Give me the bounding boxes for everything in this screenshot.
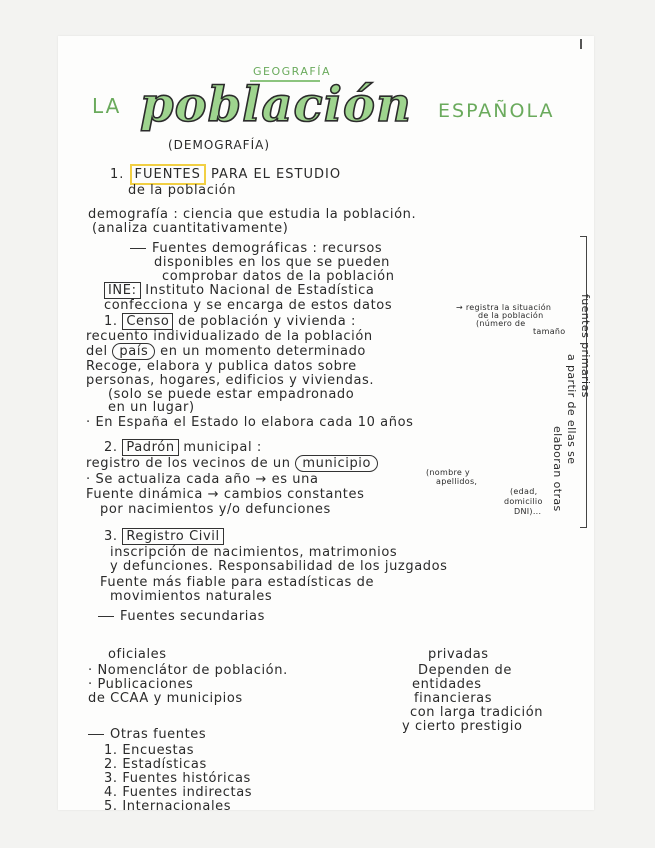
otras-item-5: 5. Internacionales — [104, 799, 232, 814]
page-title: población — [140, 77, 412, 133]
otras-item-4: 4. Fuentes indirectas — [104, 785, 253, 800]
otras-item-3: 3. Fuentes históricas — [104, 771, 251, 786]
padron-line-5: por nacimientos y/o defunciones — [100, 502, 331, 517]
fuentes-line-2: disponibles en los que se pueden — [154, 255, 391, 270]
censo-line-5: personas, hogares, edificios y viviendas. — [86, 373, 375, 388]
padron-box: Padrón — [122, 439, 178, 456]
censo-momento: en un momento determinado — [160, 344, 366, 359]
oficiales-item-3: de CCAA y municipios — [88, 691, 243, 706]
section-heading-text: PARA EL ESTUDIO — [211, 167, 342, 182]
subject-heading: GEOGRAFÍA — [253, 65, 331, 78]
censo-del: del — [86, 344, 108, 359]
ine-line — [104, 284, 374, 297]
padron-municipio-circled: municipio — [295, 455, 378, 472]
padron-line-3: · Se actualiza cada año → es una — [86, 472, 319, 487]
padron-note-5: DNI)... — [514, 507, 542, 516]
otras-text: Otras fuentes — [110, 727, 207, 742]
padron-registro: registro de los vecinos de un — [86, 456, 291, 471]
section-heading — [110, 168, 341, 181]
censo-line-4: Recoge, elabora y publica datos sobre — [86, 359, 357, 374]
censo-line-6: (solo se puede estar empadronado — [108, 387, 355, 402]
censo-line-2: recuento individualizado de la población — [86, 329, 373, 344]
oficiales-heading: oficiales — [108, 647, 167, 662]
padron-note-4: domicilio — [504, 497, 543, 506]
censo-line — [104, 315, 356, 328]
fuentes-definition — [130, 242, 382, 255]
censo-number: 1. — [104, 314, 118, 329]
privadas-item-2: entidades — [412, 677, 482, 692]
oficiales-item-1: · Nomenclátor de población. — [88, 663, 288, 678]
padron-note-3: (edad, — [510, 487, 538, 496]
arrow-icon — [130, 248, 146, 249]
privadas-item-5: y cierto prestigio — [402, 719, 523, 734]
ine-line-2: confecciona y se encarga de estos datos — [104, 298, 393, 313]
page-mark — [580, 39, 582, 49]
margin-note-elaboran: elaboran otras — [551, 426, 564, 512]
censo-text: de población y vivienda : — [178, 314, 357, 329]
registro-box: Registro Civil — [122, 528, 223, 545]
note-tamano: tamaño — [533, 327, 566, 336]
censo-line-8: · En España el Estado lo elabora cada 10 años — [86, 415, 414, 430]
note-numero: (número de — [476, 319, 526, 328]
padron-line-2 — [86, 457, 378, 470]
notebook-page — [58, 36, 594, 814]
ine-box: INE: — [104, 282, 141, 299]
definition-line: demografía : ciencia que estudia la población. — [88, 207, 417, 222]
oficiales-item-2: · Publicaciones — [88, 677, 194, 692]
privadas-item-1: Dependen de — [418, 663, 512, 678]
privadas-heading: privadas — [428, 647, 489, 662]
registro-line-1: inscripción de nacimientos, matrimonios — [110, 545, 398, 560]
title-prefix: LA — [92, 94, 122, 118]
note-poblacion: de la población — [478, 311, 544, 320]
padron-line — [104, 441, 262, 454]
otras-heading — [88, 728, 206, 741]
otras-item-1: 1. Encuestas — [104, 743, 195, 758]
registro-line-4: movimientos naturales — [110, 589, 273, 604]
padron-number: 2. — [104, 440, 118, 455]
privadas-item-4: con larga tradición — [410, 705, 544, 720]
registro-line-2: y defunciones. Responsabilidad de los juzgados — [110, 559, 448, 574]
registro-line-3: Fuente más fiable para estadísticas de — [100, 575, 375, 590]
censo-line-7: en un lugar) — [108, 400, 195, 415]
page-subtitle: (DEMOGRAFÍA) — [168, 138, 270, 152]
secundarias-heading — [98, 610, 265, 623]
definition-note: (analiza cuantitativamente) — [92, 221, 289, 236]
censo-pais-circled: país — [112, 343, 155, 360]
section-heading-line2: de la población — [128, 183, 237, 198]
registro-number: 3. — [104, 529, 118, 544]
ine-text: Instituto Nacional de Estadística — [145, 283, 375, 298]
padron-line-4: Fuente dinámica → cambios constantes — [86, 487, 365, 502]
note-situacion: → registra la situación — [456, 303, 552, 312]
arrow-icon — [98, 616, 114, 617]
arrow-icon — [88, 734, 104, 735]
title-suffix: ESPAÑOLA — [438, 100, 555, 122]
section-number: 1. — [110, 167, 125, 182]
margin-note-primarias: fuentes primarias — [579, 294, 592, 398]
privadas-item-3: financieras — [414, 691, 493, 706]
otras-item-2: 2. Estadísticas — [104, 757, 207, 772]
registro-line — [104, 530, 224, 543]
padron-text: municipal : — [183, 440, 262, 455]
padron-note-2: apellidos, — [436, 477, 478, 486]
censo-box: Censo — [122, 313, 173, 330]
section-label-highlight: FUENTES — [130, 164, 206, 185]
secundarias-text: Fuentes secundarias — [120, 609, 265, 624]
fuentes-line-3: comprobar datos de la población — [162, 269, 395, 284]
fuentes-line-1: Fuentes demográficas : recursos — [152, 241, 383, 256]
margin-note-partir: a partir de ellas se — [565, 354, 578, 465]
censo-line-3 — [86, 345, 366, 358]
padron-note-1: (nombre y — [426, 468, 470, 477]
